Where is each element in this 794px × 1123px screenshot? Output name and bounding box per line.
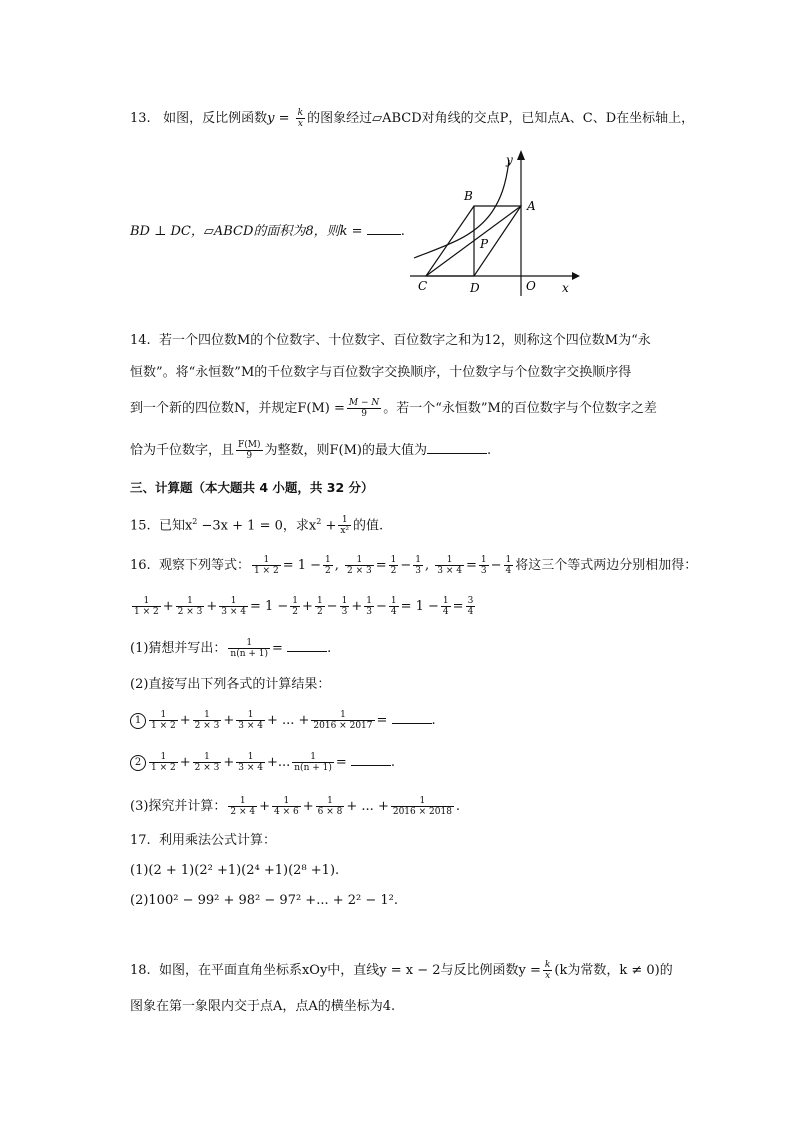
q16-s2-den: 2 × 3 <box>177 607 203 617</box>
q16-s-h3 <box>340 596 350 617</box>
q14-frac2-den: 9 <box>246 451 253 461</box>
q16-h2b-den: 3 <box>415 566 422 576</box>
q16-s-h3-den: 3 <box>341 607 348 617</box>
q16-f3-num: 1 <box>435 555 464 566</box>
q16-sum-line: $\frac{1}{1 \times 2}$ + $\frac{1}{2 \times 3}$ + $\frac{1}{3 \times 4}$ = 1 − $\frac{1}{2}$ + $\frac{1}{2}$ − $\frac{1}{3}$ + $\frac{1}{3}$ − $\frac{1}{4}$ = 1 − $\frac{1}{4}$ = $\frac{3}{4}$ <box>134 596 474 617</box>
q16-p1-den: n(n + 1) <box>230 649 269 659</box>
q16-s-h1 <box>290 596 300 617</box>
q16-h1-num: 1 <box>325 555 331 565</box>
q16-s-h5-den: 4 <box>390 607 397 617</box>
q15-frac-num: 1 <box>338 515 351 526</box>
q16-a2-num: 1 <box>193 710 222 721</box>
label-d: D <box>470 281 480 295</box>
q16-f2-num: 1 <box>345 555 374 566</box>
q13-text-b: 的图象经过▱ABCD对角线的交点P，已知点A、C、D在坐标轴上， <box>307 111 695 126</box>
q16-p1-num: 1 <box>228 638 270 649</box>
q18-line2: 图象在第一象限内交于点A，点A的横坐标为4. <box>130 999 396 1014</box>
q16-a-last-num: 1 <box>311 710 374 721</box>
q16-s-h2-num: 1 <box>316 596 323 606</box>
q16-h1 <box>323 555 333 576</box>
q14-line2 <box>130 364 631 382</box>
q16-three-quarters <box>466 596 476 617</box>
label-c: C <box>418 279 428 293</box>
label-y: y <box>506 153 513 167</box>
q16-b-last-den: n(n + 1) <box>294 763 332 773</box>
q16-h2a <box>389 555 399 576</box>
q16-s-eq: = 1 − <box>249 599 289 614</box>
q16-minus: − <box>400 558 412 573</box>
q16-part2: (2)直接写出下列各式的计算结果： <box>130 677 331 692</box>
q16-b-last <box>292 752 334 773</box>
q16-h3b-den: 4 <box>505 566 512 576</box>
q16-s-h1-den: 2 <box>292 607 299 617</box>
q16-eq3: = <box>466 558 477 573</box>
q16-f2 <box>345 555 374 576</box>
q16-a3-num: 1 <box>236 710 265 721</box>
q16-s1 <box>132 596 161 617</box>
q15-text-c: + <box>321 518 337 534</box>
q16-eq1: = 1 − <box>282 558 322 573</box>
q16-b2 <box>193 752 222 773</box>
q16-c-last <box>391 796 454 817</box>
q17-part1: (1)(2 + 1)(2² +1)(2⁴ +1)(2⁸ +1). <box>130 863 340 878</box>
q13-line1 <box>130 108 694 129</box>
q13-fraction <box>296 108 305 129</box>
q16-c1-num: 1 <box>228 796 257 807</box>
q16-b2-den: 2 × 3 <box>194 763 220 773</box>
q16-b-dot: . <box>390 755 396 770</box>
q14-text-4b: 为整数，则F(M)的最大值为 <box>264 443 427 458</box>
q14-text-2: 恒数”。将“永恒数”M的千位数字与百位数字交换顺序，十位数字与个位数字交换顺序得 <box>130 365 632 380</box>
q17-part2: (2)100² − 99² + 98² − 97² +... + 2² − 1². <box>130 893 399 908</box>
q16-h2b-num: 1 <box>415 555 422 565</box>
q16-line1: 16. 观察下列等式： $\frac{1}{1 \times 2}$ = 1 − $\frac{1}{2}$ , $\frac{1}{2 \times 3}$ = $\frac{1}{2}$ − $\frac{1}{3}$ , $\frac{1}{3 \times 4}$ = $\frac{1}{3}$ − $\frac{1}{4}$ 将这三个等式两边分别相加得： <box>130 555 698 576</box>
q16-b3-den: 3 × 4 <box>238 763 263 773</box>
q16-h1-den: 2 <box>325 566 331 576</box>
q16-p3-label: (3)探究并计算： <box>130 799 227 814</box>
q16-p1-frac <box>228 638 270 659</box>
q14-end: . <box>486 443 492 458</box>
q16-number: 16. <box>130 558 151 573</box>
q18-text-a: 如图，在平面直角坐标系xOy中，直线y = x − 2与反比例函数y = <box>158 963 541 978</box>
q16-b2-num: 1 <box>193 752 222 763</box>
q16-s-h5-num: 1 <box>390 596 397 606</box>
q16-f1 <box>252 555 281 576</box>
q16-s3 <box>219 596 248 617</box>
q16-p1-eq: = <box>272 641 283 656</box>
q15-text-b: −3x + 1 = 0，求x <box>197 518 317 534</box>
q16-s-h1-num: 1 <box>292 596 299 606</box>
q14-frac1-num: M − N <box>348 398 380 408</box>
q13-number: 13. <box>130 111 151 126</box>
q16-b-eq: = <box>335 755 347 770</box>
q14-text-3b: 。若一个“永恒数”M的百位数字与个位数字之差 <box>383 401 657 416</box>
q17-number: 17. <box>130 833 151 848</box>
q16-p1-dot: . <box>327 641 332 656</box>
q16-h2b <box>413 555 423 576</box>
q13-text-c: BD ⊥ DC，▱ABCD的面积为8，则k = <box>130 224 363 239</box>
q16-b-last-num: 1 <box>292 752 334 763</box>
q13-end: . <box>400 224 405 239</box>
q14-text-4a: 恰为千位数字，且 <box>130 443 235 458</box>
q18-text-b: (k为常数，k ≠ 0)的 <box>554 963 673 978</box>
q16-a-eq: = <box>376 713 388 728</box>
q16-c1-den: 2 × 4 <box>230 807 256 817</box>
q16-h3a-num: 1 <box>480 555 487 565</box>
label-p: P <box>480 237 489 251</box>
q16-a1-den: 1 × 2 <box>151 721 176 731</box>
q16-f3 <box>435 555 464 576</box>
q16-c1 <box>228 796 257 817</box>
q16-h3a <box>479 555 489 576</box>
q16-s-h4 <box>364 596 374 617</box>
q16-part2-2: 2 $\frac{1}{1 \times 2}$ + $\frac{1}{2 \times 3}$ + $\frac{1}{3 \times 4}$ +... $\frac{1}{n(n + 1)}$ = . <box>130 752 395 773</box>
q16-part3: (3)探究并计算： $\frac{1}{2 \times 4}$ + $\frac{1}{4 \times 6}$ + $\frac{1}{6 \times 8}$ + ... + $\frac{1}{2016 \times 2018}$ . <box>130 796 461 817</box>
q16-eq2: = <box>375 558 387 573</box>
q16-c-dot: . <box>455 799 461 814</box>
q16-b3-num: 1 <box>236 752 265 763</box>
q16-a-last-den: 2016 × 2017 <box>313 721 373 731</box>
q16-c3-num: 1 <box>316 796 345 807</box>
q15-text-a: 已知x <box>158 518 193 534</box>
q16-a-last <box>311 710 374 731</box>
q18-number: 18. <box>130 963 151 978</box>
q16-c2-den: 4 × 6 <box>274 807 299 817</box>
q16-s-h6 <box>441 596 451 617</box>
q16-s-h2 <box>315 596 325 617</box>
q16-b1 <box>149 752 178 773</box>
q16-s3-den: 3 × 4 <box>221 607 246 617</box>
q14-text-3a: 到一个新的四位数N，并规定F(M) = <box>130 401 345 416</box>
q16-s2-num: 1 <box>176 596 205 607</box>
q13-frac-num: k <box>297 108 304 118</box>
q16-h3b <box>504 555 514 576</box>
q16-f1-den: 1 × 2 <box>253 566 279 576</box>
q18-fraction <box>543 960 552 981</box>
q16-a-dot: . <box>431 713 436 728</box>
q16-s1-den: 1 × 2 <box>134 607 159 617</box>
q16-p2-2-blank[interactable] <box>351 753 391 766</box>
q16-a1 <box>149 710 178 731</box>
q16-p1-blank[interactable] <box>287 639 327 652</box>
label-x: x <box>562 281 569 295</box>
y-axis-arrow <box>517 150 525 160</box>
q14-line4 <box>130 440 491 461</box>
q14-text-1: 若一个四位数M的个位数字、十位数字、百位数字之和为12，则称这个四位数M为“永 <box>158 333 651 348</box>
q16-s-h4-num: 1 <box>366 596 372 606</box>
hyperbola-curve <box>414 160 509 258</box>
q18-frac-num: k <box>544 960 551 970</box>
q16-a2-den: 2 × 3 <box>194 721 220 731</box>
q16-b1-den: 1 × 2 <box>151 763 176 773</box>
q16-a2 <box>193 710 222 731</box>
q16-h3b-num: 1 <box>505 555 512 565</box>
q15-text-e: 的值. <box>353 518 384 534</box>
q16-s-h4-den: 3 <box>366 607 372 617</box>
x-axis-arrow <box>572 272 580 280</box>
q13-answer-blank[interactable] <box>367 222 401 235</box>
q16-s-h2-den: 2 <box>316 607 323 617</box>
q16-s-h3-num: 1 <box>341 596 348 606</box>
q17-title-line <box>130 832 276 850</box>
q15-line: 15. 已知$x^2 -3x + 1 = 0$，求$x^2$ + $\frac{1}{\text{x²}}$ 的值. <box>130 515 384 537</box>
q16-s-h6-num: 1 <box>442 596 449 606</box>
q18-frac-den: x <box>545 971 551 981</box>
q16-s3-num: 1 <box>219 596 248 607</box>
q16-h2a-den: 2 <box>390 566 397 576</box>
q16-h3a-den: 3 <box>480 566 487 576</box>
q15-frac-den: x² <box>340 526 350 537</box>
q18-line1 <box>130 960 673 981</box>
q16-s1-num: 1 <box>132 596 161 607</box>
label-a: A <box>527 199 536 213</box>
circle-1: 1 <box>130 713 146 729</box>
q16-c-last-den: 2016 × 2018 <box>392 807 452 817</box>
q16-part1 <box>130 638 331 659</box>
q13-frac-den: x <box>297 119 303 129</box>
q16-a3 <box>236 710 265 731</box>
q16-s-h6-den: 4 <box>442 607 449 617</box>
q13-figure <box>404 146 584 296</box>
q16-c-last-num: 1 <box>391 796 454 807</box>
section-3-heading: 三、计算题（本大题共 4 小题，共 32 分） <box>130 480 374 495</box>
q16-tq-den: 4 <box>467 607 474 617</box>
q16-f1-num: 1 <box>252 555 281 566</box>
q14-number: 14. <box>130 333 151 348</box>
q14-line3 <box>130 398 657 419</box>
q16-s2 <box>176 596 205 617</box>
q16-c2 <box>272 796 301 817</box>
q16-s-h5 <box>389 596 399 617</box>
q16-c-dots: + ... + <box>346 799 389 814</box>
q16-minus-2: − <box>490 558 502 573</box>
q14-line1 <box>130 332 651 350</box>
q16-p2-1-blank[interactable] <box>392 711 432 724</box>
q16-part2-1: 1 $\frac{1}{1 \times 2}$ + $\frac{1}{2 \times 3}$ + $\frac{1}{3 \times 4}$ + ... + $\frac{1}{2016 \times 2017}$ = . <box>130 710 436 731</box>
q16-sum-res: = 1 − <box>400 599 439 614</box>
q14-answer-blank[interactable] <box>427 441 487 454</box>
q16-f3-den: 3 × 4 <box>437 566 462 576</box>
q16-b1-num: 1 <box>149 752 178 763</box>
q16-h2a-num: 1 <box>390 555 397 565</box>
q16-c3 <box>316 796 345 817</box>
q16-tail: 将这三个等式两边分别相加得： <box>515 558 698 573</box>
q14-fraction-2 <box>236 440 262 461</box>
q17-title: 利用乘法公式计算： <box>158 833 276 848</box>
q15-number: 15. <box>130 518 151 534</box>
q16-p1-label: (1)猜想并写出： <box>130 641 227 656</box>
q16-f2-den: 2 × 3 <box>347 566 372 576</box>
q16-a-dots: + ... + <box>266 713 310 728</box>
q16-tq-num: 3 <box>467 596 474 606</box>
q14-frac1-den: 9 <box>361 409 367 419</box>
q14-frac2-num: F(M) <box>238 440 261 450</box>
q16-b3 <box>236 752 265 773</box>
q13-fn: y = <box>267 111 294 126</box>
q15-fraction <box>338 515 351 536</box>
q13-text-a: 如图，反比例函数 <box>163 111 268 126</box>
q14-fraction-1 <box>347 398 381 419</box>
q16-a3-den: 3 × 4 <box>238 721 263 731</box>
q16-c2-num: 1 <box>272 796 301 807</box>
label-o: O <box>526 279 536 293</box>
q16-c3-den: 6 × 8 <box>317 807 343 817</box>
q16-a1-num: 1 <box>149 710 178 721</box>
q16-intro: 观察下列等式： <box>158 558 250 573</box>
label-b: B <box>464 189 473 203</box>
circle-2: 2 <box>130 755 146 771</box>
q13-line2 <box>130 222 405 241</box>
